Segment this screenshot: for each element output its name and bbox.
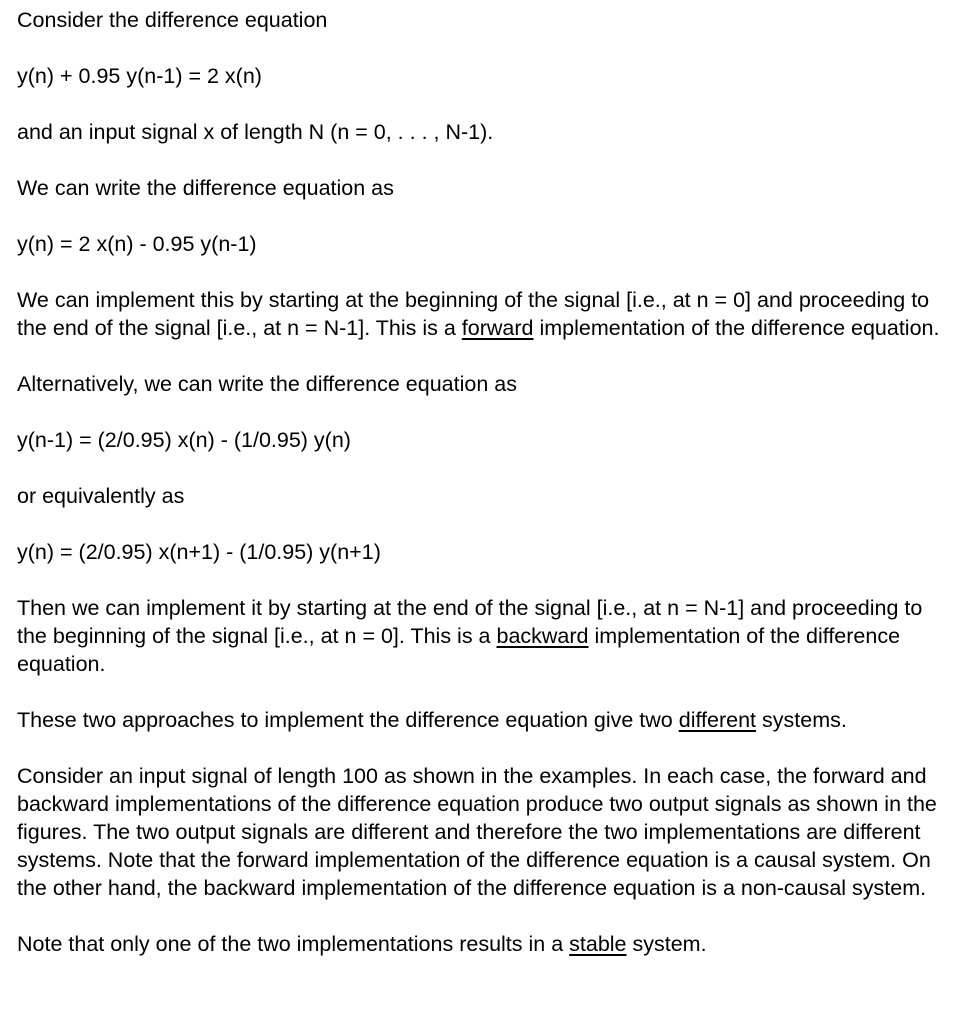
text-segment: systems. (756, 708, 847, 732)
text-segment: Note that only one of the two implementations results in a (17, 932, 570, 956)
equation-backward-1: y(n-1) = (2/0.95) x(n) - (1/0.95) y(n) (17, 428, 351, 452)
paragraph-forward-implementation (17, 286, 952, 342)
underlined-word-forward: forward (461, 316, 534, 340)
paragraph-backward-implementation (17, 594, 952, 678)
equation-forward: y(n) = 2 x(n) - 0.95 y(n-1) (17, 232, 257, 256)
underlined-word-different: different (678, 708, 757, 732)
equation-original: y(n) + 0.95 y(n-1) = 2 x(n) (17, 64, 262, 88)
text-segment: system. (626, 932, 707, 956)
text-segment: implementation of the difference equation. (17, 624, 901, 676)
underlined-word-stable: stable (569, 932, 627, 956)
paragraph-input-signal: and an input signal x of length N (n = 0, . . . , N-1). (17, 120, 494, 144)
text-segment: These two approaches to implement the difference equation give two (17, 708, 679, 732)
paragraph-alternative: Alternatively, we can write the difference equation as (17, 372, 517, 396)
underlined-word-backward: backward (496, 624, 589, 648)
paragraph-stability (17, 930, 952, 958)
paragraph-rewrite: We can write the difference equation as (17, 176, 394, 200)
paragraph-equivalently: or equivalently as (17, 484, 185, 508)
paragraph-examples: Consider an input signal of length 100 as shown in the examples. In each case, the forward and backward implementations of the difference equation produce two output signals as shown in the figures. The two output signals are different and therefore the two implementations are different systems. Note that the forward implementation of the difference equation is a causal system. On the other hand, the backward implementation of the difference equation is a non-causal system. (17, 764, 937, 900)
paragraph-two-systems (17, 706, 952, 734)
document-body (17, 6, 952, 986)
paragraph-intro: Consider the difference equation (17, 8, 328, 32)
equation-backward-2: y(n) = (2/0.95) x(n+1) - (1/0.95) y(n+1) (17, 540, 381, 564)
text-segment: Then we can implement it by starting at the end of the signal [i.e., at n = N-1] and proceeding to the beginning of the signal [i.e., at n = 0]. This is a (17, 596, 923, 648)
text-segment: implementation of the difference equation. (533, 316, 940, 340)
text-segment: We can implement this by starting at the beginning of the signal [i.e., at n = 0] and proceeding to the end of the signal [i.e., at n = N-1]. This is a (17, 288, 930, 340)
